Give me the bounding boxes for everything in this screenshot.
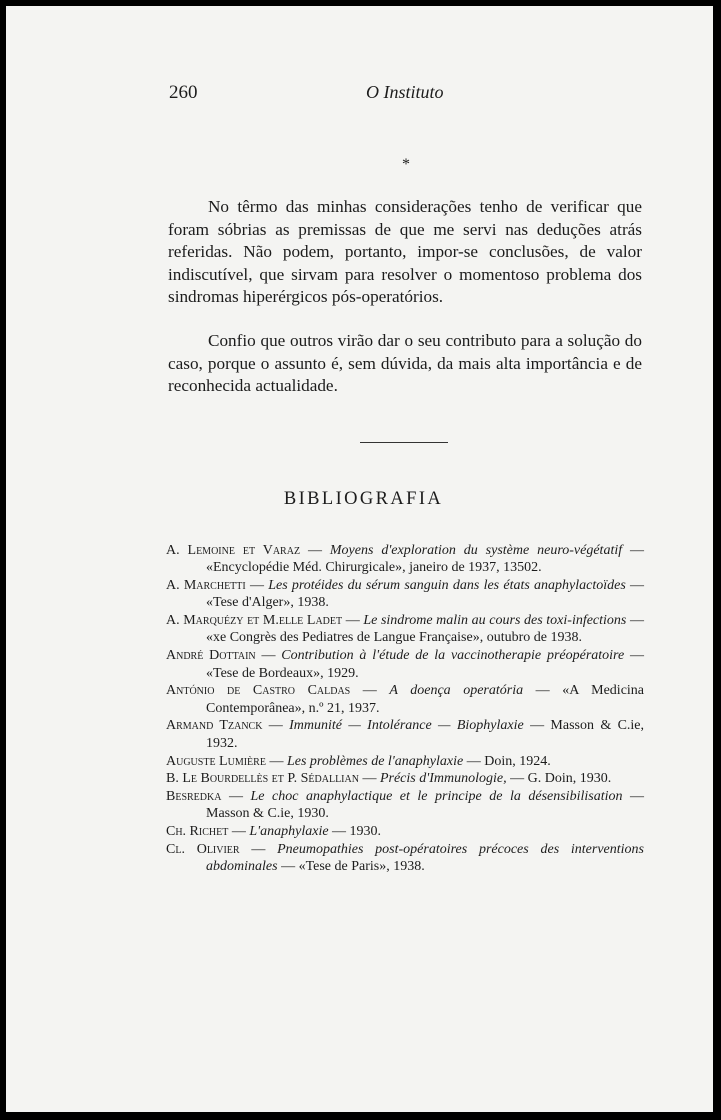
bibliography-entry: António de Castro Caldas — A doença operatória — «A Medicina Contemporânea», n.º 21, 1937.	[166, 683, 645, 716]
entry-publication-details: G. Doin, 1930.	[527, 771, 612, 787]
entry-author: Armand Tzanck	[166, 718, 263, 734]
entry-author: Besredka	[166, 789, 222, 805]
entry-publication-details: Doin, 1924.	[484, 753, 551, 769]
bibliography-title: BIBLIOGRAFIA	[283, 489, 444, 509]
entry-author: A. Marchetti	[166, 578, 246, 594]
bibliography-entry: A. Marquézy et M.elle Ladet — Le sindrome malin au cours des toxi-infections — «xe Congrès des Pediatres de Langue Française», outubro de 1938.	[166, 613, 645, 646]
entry-author: B. Le Bourdellès et P. Sédallian	[166, 771, 359, 787]
page-number: 260	[169, 82, 198, 103]
entry-work-title: A doença operatória	[389, 683, 524, 699]
paragraph-contribution: Confio que outros virão dar o seu contributo para a solução do caso, porque o assunto é, sem dúvida, da mais alta importância e de reconhecida actualidade.	[168, 331, 642, 396]
bibliography-entry: Besredka — Le choc anaphylactique et le principe de la désensibilisation — Masson & C.ie, 1930.	[166, 789, 645, 822]
bibliography-entry: Cl. Olivier — Pneumopathies post-opératoires précoces des interventions abdominales — «Tese de Paris», 1938.	[166, 842, 644, 875]
entry-author: André Dottain	[166, 648, 256, 664]
entry-work-title: Le choc anaphylactique et le principe de la désensibilisation	[250, 789, 623, 805]
entry-publication-details: «A Medicina Contemporânea», n.º 21, 1937.	[206, 683, 645, 716]
entry-publication-details: «Encyclopédie Méd. Chirurgicale», janeiro de 1937, 13502.	[206, 560, 542, 576]
entry-publication-details: 1930.	[349, 824, 382, 840]
bibliography-entry: Armand Tzanck — Immunité — Intolérance — Biophylaxie — Masson & C.ie, 1932.	[166, 718, 645, 751]
entry-author: Auguste Lumière	[166, 753, 266, 769]
entry-work-title: Immunité — Intolérance — Biophylaxie	[289, 718, 524, 734]
entry-author: Cl. Olivier	[166, 842, 240, 858]
entry-work-title: Les protéides du sérum sanguin dans les états anaphylactoïdes	[268, 578, 626, 594]
bibliography-entry: A. Lemoine et Varaz — Moyens d'exploration du système neuro-végétatif — «Encyclopédie Méd. Chirurgicale», janeiro de 1937, 13502.	[166, 543, 645, 576]
entry-work-title: Précis d'Immunologie,	[379, 771, 507, 787]
page-header	[6, 82, 713, 106]
entry-publication-details: Masson & C.ie, 1930.	[206, 806, 329, 822]
bibliography-entry: Ch. Richet — L'anaphylaxie — 1930.	[166, 824, 382, 840]
bibliography-entry: B. Le Bourdellès et P. Sédallian — Précis d'Immunologie, — G. Doin, 1930.	[166, 771, 612, 787]
entry-work-title: Le sindrome malin au cours des toxi-infections	[363, 613, 627, 629]
entry-author: António de Castro Caldas	[166, 683, 351, 699]
entry-publication-details: «Tese d'Alger», 1938.	[206, 595, 329, 611]
entry-publication-details: Masson & C.ie, 1932.	[206, 718, 645, 751]
bibliography-entry: André Dottain — Contribution à l'étude de la vaccinotherapie préopératoire — «Tese de Bordeaux», 1929.	[166, 648, 645, 681]
entry-author: Ch. Richet	[166, 824, 229, 840]
bibliography-entry: A. Marchetti — Les protéides du sérum sanguin dans les états anaphylactoïdes — «Tese d'Alger», 1938.	[166, 578, 645, 611]
paragraph-conclusions: No têrmo das minhas considerações tenho de verificar que foram sóbrias as premissas de que me servi nas deduções atrás referidas. Não podem, portanto, impor-se conclusões, de valor indiscutível, que sirvam para resolver o momentoso problema dos sindromas hiperérgicos pós-operatórios.	[168, 197, 642, 307]
entry-publication-details: «xe Congrès des Pediatres de Langue Française», outubro de 1938.	[206, 630, 582, 646]
entry-work-title: Les problèmes de l'anaphylaxie	[286, 753, 464, 769]
bibliography-list	[166, 542, 644, 876]
running-title: O Instituto	[366, 82, 444, 102]
book-page	[6, 6, 713, 1112]
section-mark: *	[402, 156, 410, 173]
entry-publication-details: «Tese de Paris», 1938.	[298, 859, 425, 875]
entry-author: A. Marquézy et M.elle Ladet	[166, 613, 343, 629]
entry-author: A. Lemoine et Varaz	[166, 543, 301, 558]
entry-work-title: L'anaphylaxie	[249, 824, 329, 840]
entry-publication-details: «Tese de Bordeaux», 1929.	[206, 665, 359, 681]
entry-work-title: Moyens d'exploration du système neuro-végétatif	[329, 543, 623, 558]
section-divider	[360, 442, 448, 443]
entry-work-title: Pneumopathies post-opératoires précoces des interventions abdominales	[206, 842, 644, 875]
entry-work-title: Contribution à l'étude de la vaccinotherapie préopératoire	[281, 648, 625, 664]
bibliography-entry: Auguste Lumière — Les problèmes de l'anaphylaxie — Doin, 1924.	[166, 753, 551, 769]
